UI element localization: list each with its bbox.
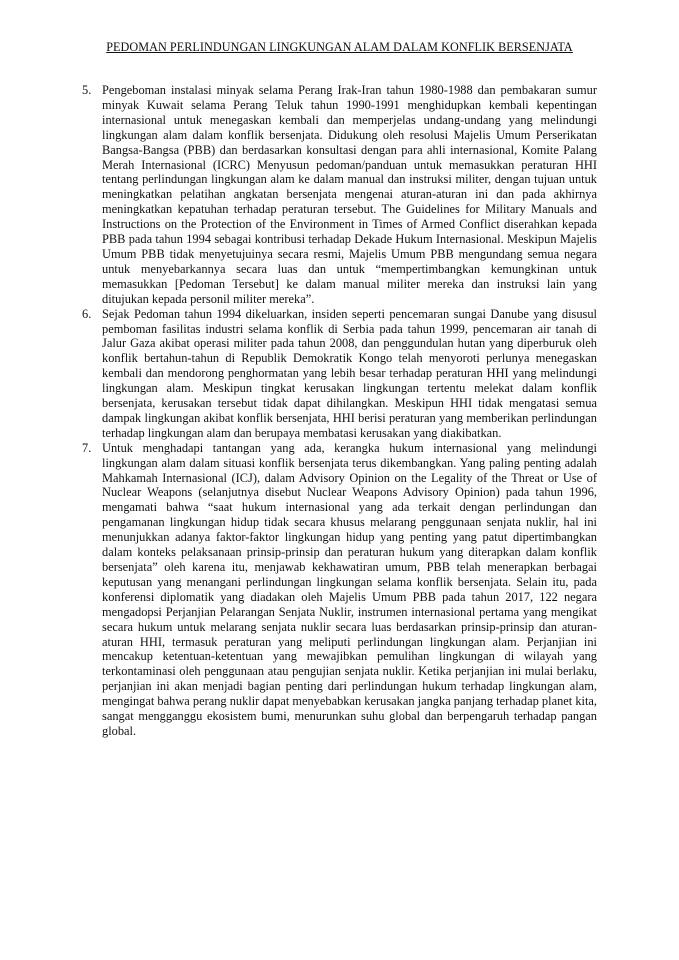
page-header-title: PEDOMAN PERLINDUNGAN LINGKUNGAN ALAM DALAM KONFLIK BERSENJATA: [106, 40, 573, 54]
paragraph-item-7: [82, 441, 597, 739]
paragraph-number: 7.: [82, 440, 92, 455]
paragraph-item-6: [82, 307, 597, 441]
paragraph-number: 5.: [82, 83, 92, 97]
paragraph-text: Sejak Pedoman tahun 1994 dikeluarkan, insiden seperti pencemaran sungai Danube yang disusul pemboman fasilitas industri selama konflik di Serbia pada tahun 1999, pencemaran air tanah di Jalur Gaza akibat operasi militer pada tahun 2008, dan penggundulan hutan yang diperburuk oleh konflik bertahun-tahun di Republik Demokratik Kongo telah menyoroti perlunya menegaskan kembali dan mendorong penghormatan yang lebih besar terhadap peraturan HHI yang melindungi lingkungan alam. Meskipun tingkat kerusakan lingkungan tertentu melekat dalam konflik bersenjata, kerusakan tersebut tidak dapat dihilangkan. Meskipun HHI tidak mengatasi semua dampak lingkungan akibat konflik bersenjata, HHI berisi peraturan yang memberikan perlindungan terhadap lingkungan alam dan berupaya membatasi kerusakan yang diakibatkan.: [102, 306, 597, 440]
paragraph-item-5: [82, 83, 597, 307]
numbered-paragraph-list: [82, 83, 597, 739]
paragraph-text: Pengeboman instalasi minyak selama Perang Irak-Iran tahun 1980-1988 dan pembakaran sumur minyak Kuwait selama Perang Teluk tahun 1990-1991 menghidupkan kembali kepentingan internasional untuk menegaskan kembali dan memperjelas undang-undang yang melindungi lingkungan alam dalam konflik bersenjata. Didukung oleh resolusi Majelis Umum Perserikatan Bangsa-Bangsa (PBB) dan berdasarkan konsultasi dengan para ahli internasional, Komite Palang Merah Internasional (ICRC) Menyusun pedoman/panduan untuk memasukkan peraturan HHI tentang perlindungan lingkungan alam ke dalam manual dan instruksi militer, dengan tujuan untuk meningkatkan pelatihan angkatan bersenjata mengenai aturan-aturan ini dan pada akhirnya meningkatkan kepatuhan terhadap peraturan tersebut. The Guidelines for Military Manuals and Instructions on the Protection of the Environment in Times of Armed Conflict diserahkan kepada PBB pada tahun 1994 sebagai kontribusi terhadap Dekade Hukum Internasional. Meskipun Majelis Umum PBB tidak menyetujuinya secara resmi, Majelis Umum PBB mengundang semua negara untuk menyebarkannya secara luas dan untuk “mempertimbangkan kemungkinan untuk memasukkan [Pedoman Tersebut] ke dalam manual militer mereka dan instruksi lain yang ditujukan kepada personil militer mereka”.: [102, 83, 597, 306]
paragraph-text: Untuk menghadapi tantangan yang ada, kerangka hukum internasional yang melindungi lingkungan alam dalam situasi konflik bersenjata terus dikembangkan. Yang paling penting adalah Mahkamah Internasional (ICJ), dalam Advisory Opinion on the Legality of the Threat or Use of Nuclear Weapons (selanjutnya disebut Nuclear Weapons Advisory Opinion) pada tahun 1996, mengamati bahwa “saat hukum internasional yang ada terkait dengan perlindungan dan pengamanan lingkungan hidup tidak secara khusus melarang penggunaan senjata nuklir, hal ini menunjukkan adanya faktor-faktor lingkungan hidup yang penting yang patut dipertimbangkan dalam konteks pelaksanaan prinsip-prinsip dan peraturan hukum yang diterapkan dalam konflik bersenjata” oleh karena itu, menjawab kekhawatiran umum, PBB telah menerapkan berbagai keputusan yang menangani perlindungan lingkungan selama konflik bersenjata. Selain itu, pada konferensi diplomatik yang diadakan oleh Majelis Umum PBB pada tahun 2017, 122 negara mengadopsi Perjanjian Pelarangan Senjata Nuklir, instrumen internasional pertama yang mengikat secara hukum untuk melarang senjata nuklir secara luas berdasarkan prinsip-prinsip dan aturan-aturan HHI, termasuk peraturan yang meliputi perlindungan lingkungan alam. Perjanjian ini mencakup ketentuan-ketentuan yang mewajibkan pemulihan lingkungan di wilayah yang terkontaminasi oleh penggunaan atau pengujian senjata nuklir. Ketika perjanjian ini mulai berlaku, perjanjian ini akan menjadi bagian penting dari perlindungan hukum terhadap lingkungan alam, mengingat bahwa perang nuklir dapat menyebabkan kerusakan jangka panjang terhadap planet kita, sangat mengganggu ekosistem bumi, menurunkan suhu global dan berpengaruh terhadap pangan global.: [102, 440, 597, 738]
paragraph-number: 6.: [82, 306, 92, 321]
